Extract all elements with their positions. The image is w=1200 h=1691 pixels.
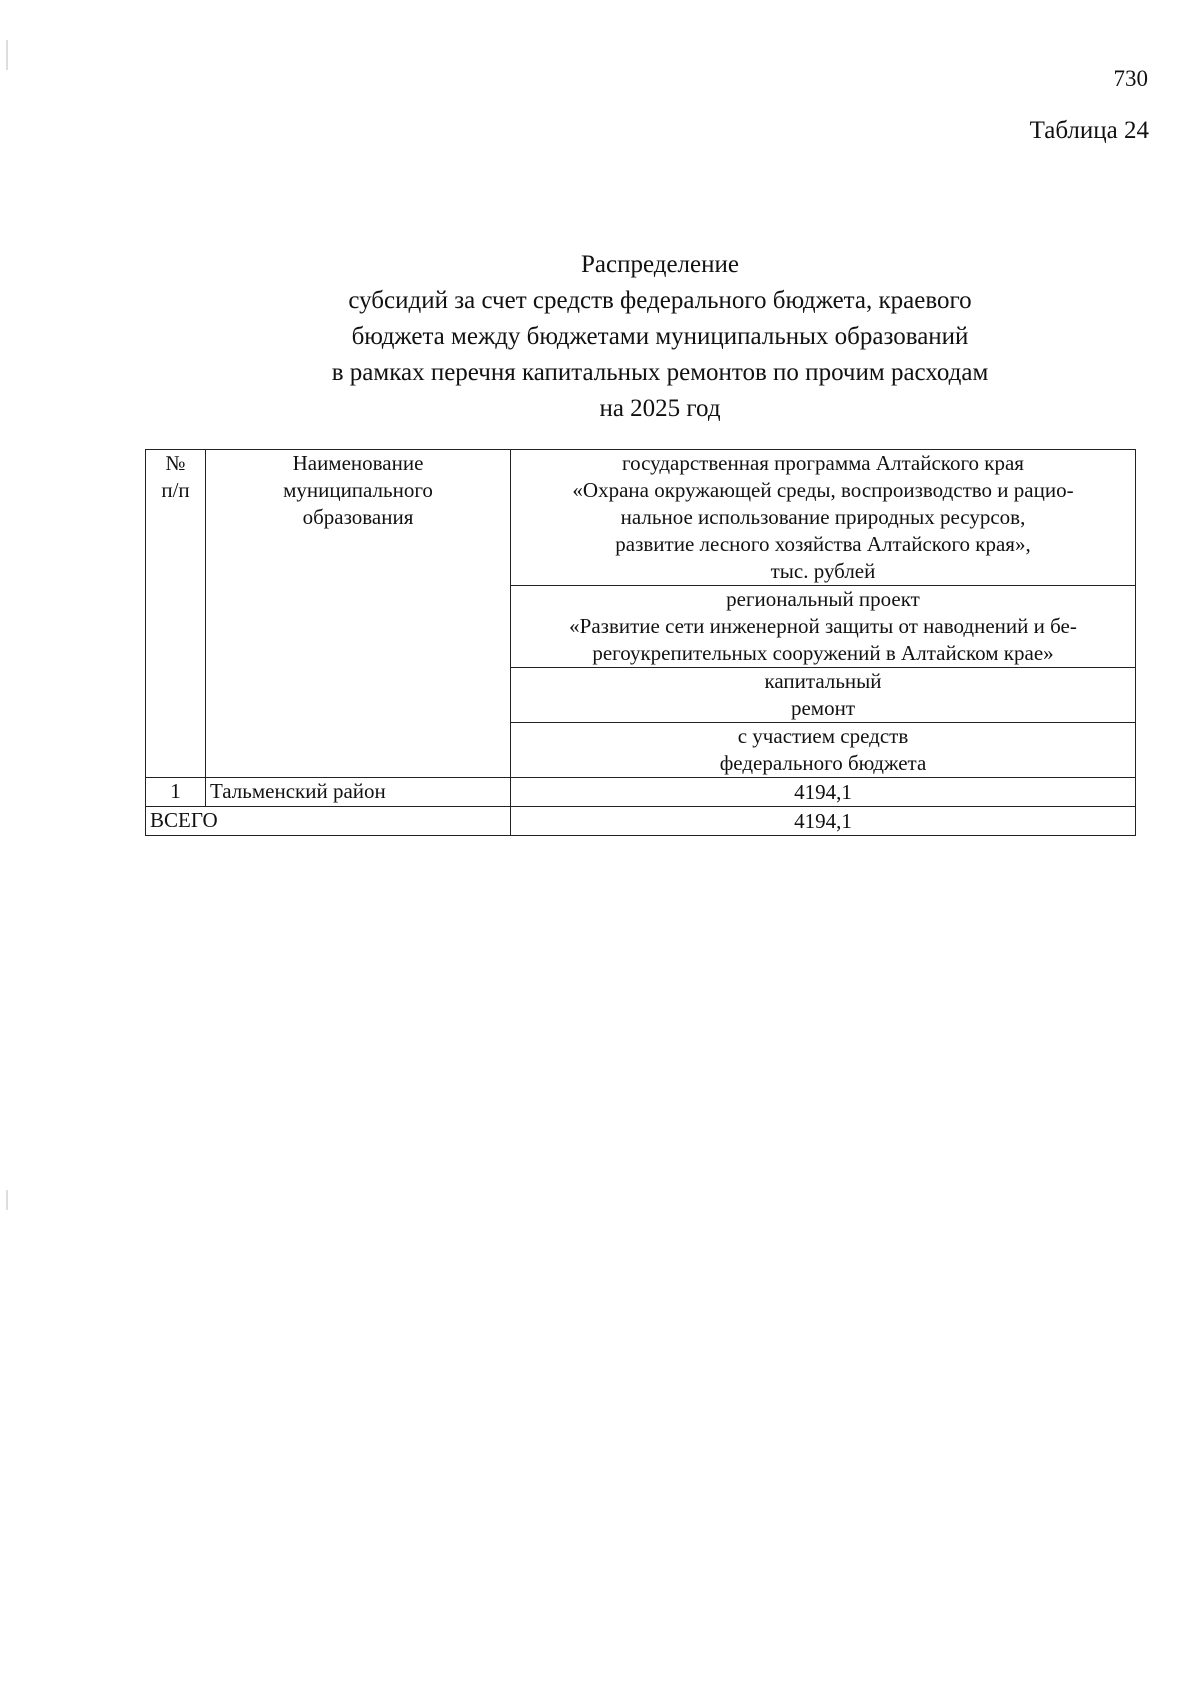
row-number: 1 [146, 778, 206, 807]
header-cell-name [206, 450, 511, 778]
distribution-table [145, 449, 1136, 836]
header-text: с участием средств [737, 724, 909, 748]
header-cell-funding [511, 723, 1136, 778]
header-text: федерального бюджета [719, 751, 927, 775]
row-name: Тальменский район [206, 778, 511, 807]
document-title [200, 247, 1120, 427]
page-number: 730 [1113, 66, 1148, 91]
header-text: нальное использование природных ресурсов, [620, 505, 1026, 529]
scan-edge-mark [6, 1190, 8, 1210]
header-text: п/п [161, 478, 190, 502]
header-text: «Развитие сети инженерной защиты от наводнений и бе- [569, 614, 1077, 638]
header-text: тыс. рублей [770, 559, 876, 583]
header-cell-repair [511, 668, 1136, 723]
total-value: 4194,1 [511, 807, 1136, 836]
title-line: на 2025 год [599, 395, 721, 422]
header-text: развитие лесного хозяйства Алтайского края», [615, 532, 1031, 556]
header-text: муниципального [283, 478, 433, 502]
total-row [146, 807, 1136, 836]
header-text: № [165, 451, 186, 475]
scan-edge-mark [6, 40, 8, 70]
header-text: образования [302, 505, 414, 529]
table-row [146, 778, 1136, 807]
header-cell-project [511, 586, 1136, 668]
header-text: ремонт [790, 696, 856, 720]
header-text: «Охрана окружающей среды, воспроизводство и рацио- [572, 478, 1074, 502]
title-line: бюджета между бюджетами муниципальных образований [351, 323, 969, 350]
title-line: в рамках перечня капитальных ремонтов по прочим расходам [331, 359, 989, 386]
title-line: субсидий за счет средств федерального бюджета, краевого [348, 287, 972, 314]
table-label: Таблица 24 [1029, 117, 1149, 144]
total-label: ВСЕГО [146, 807, 511, 836]
header-text: Наименование [292, 451, 424, 475]
title-line: Распределение [581, 251, 739, 278]
header-text: региональный проект [726, 587, 920, 611]
header-text: государственная программа Алтайского края [622, 451, 1024, 475]
row-value: 4194,1 [511, 778, 1136, 807]
header-cell-number [146, 450, 206, 778]
header-text: капитальный [764, 669, 882, 693]
header-cell-program [511, 450, 1136, 586]
header-text: регоукрепительных сооружений в Алтайском крае» [592, 641, 1054, 665]
header-row-program [146, 450, 1136, 586]
